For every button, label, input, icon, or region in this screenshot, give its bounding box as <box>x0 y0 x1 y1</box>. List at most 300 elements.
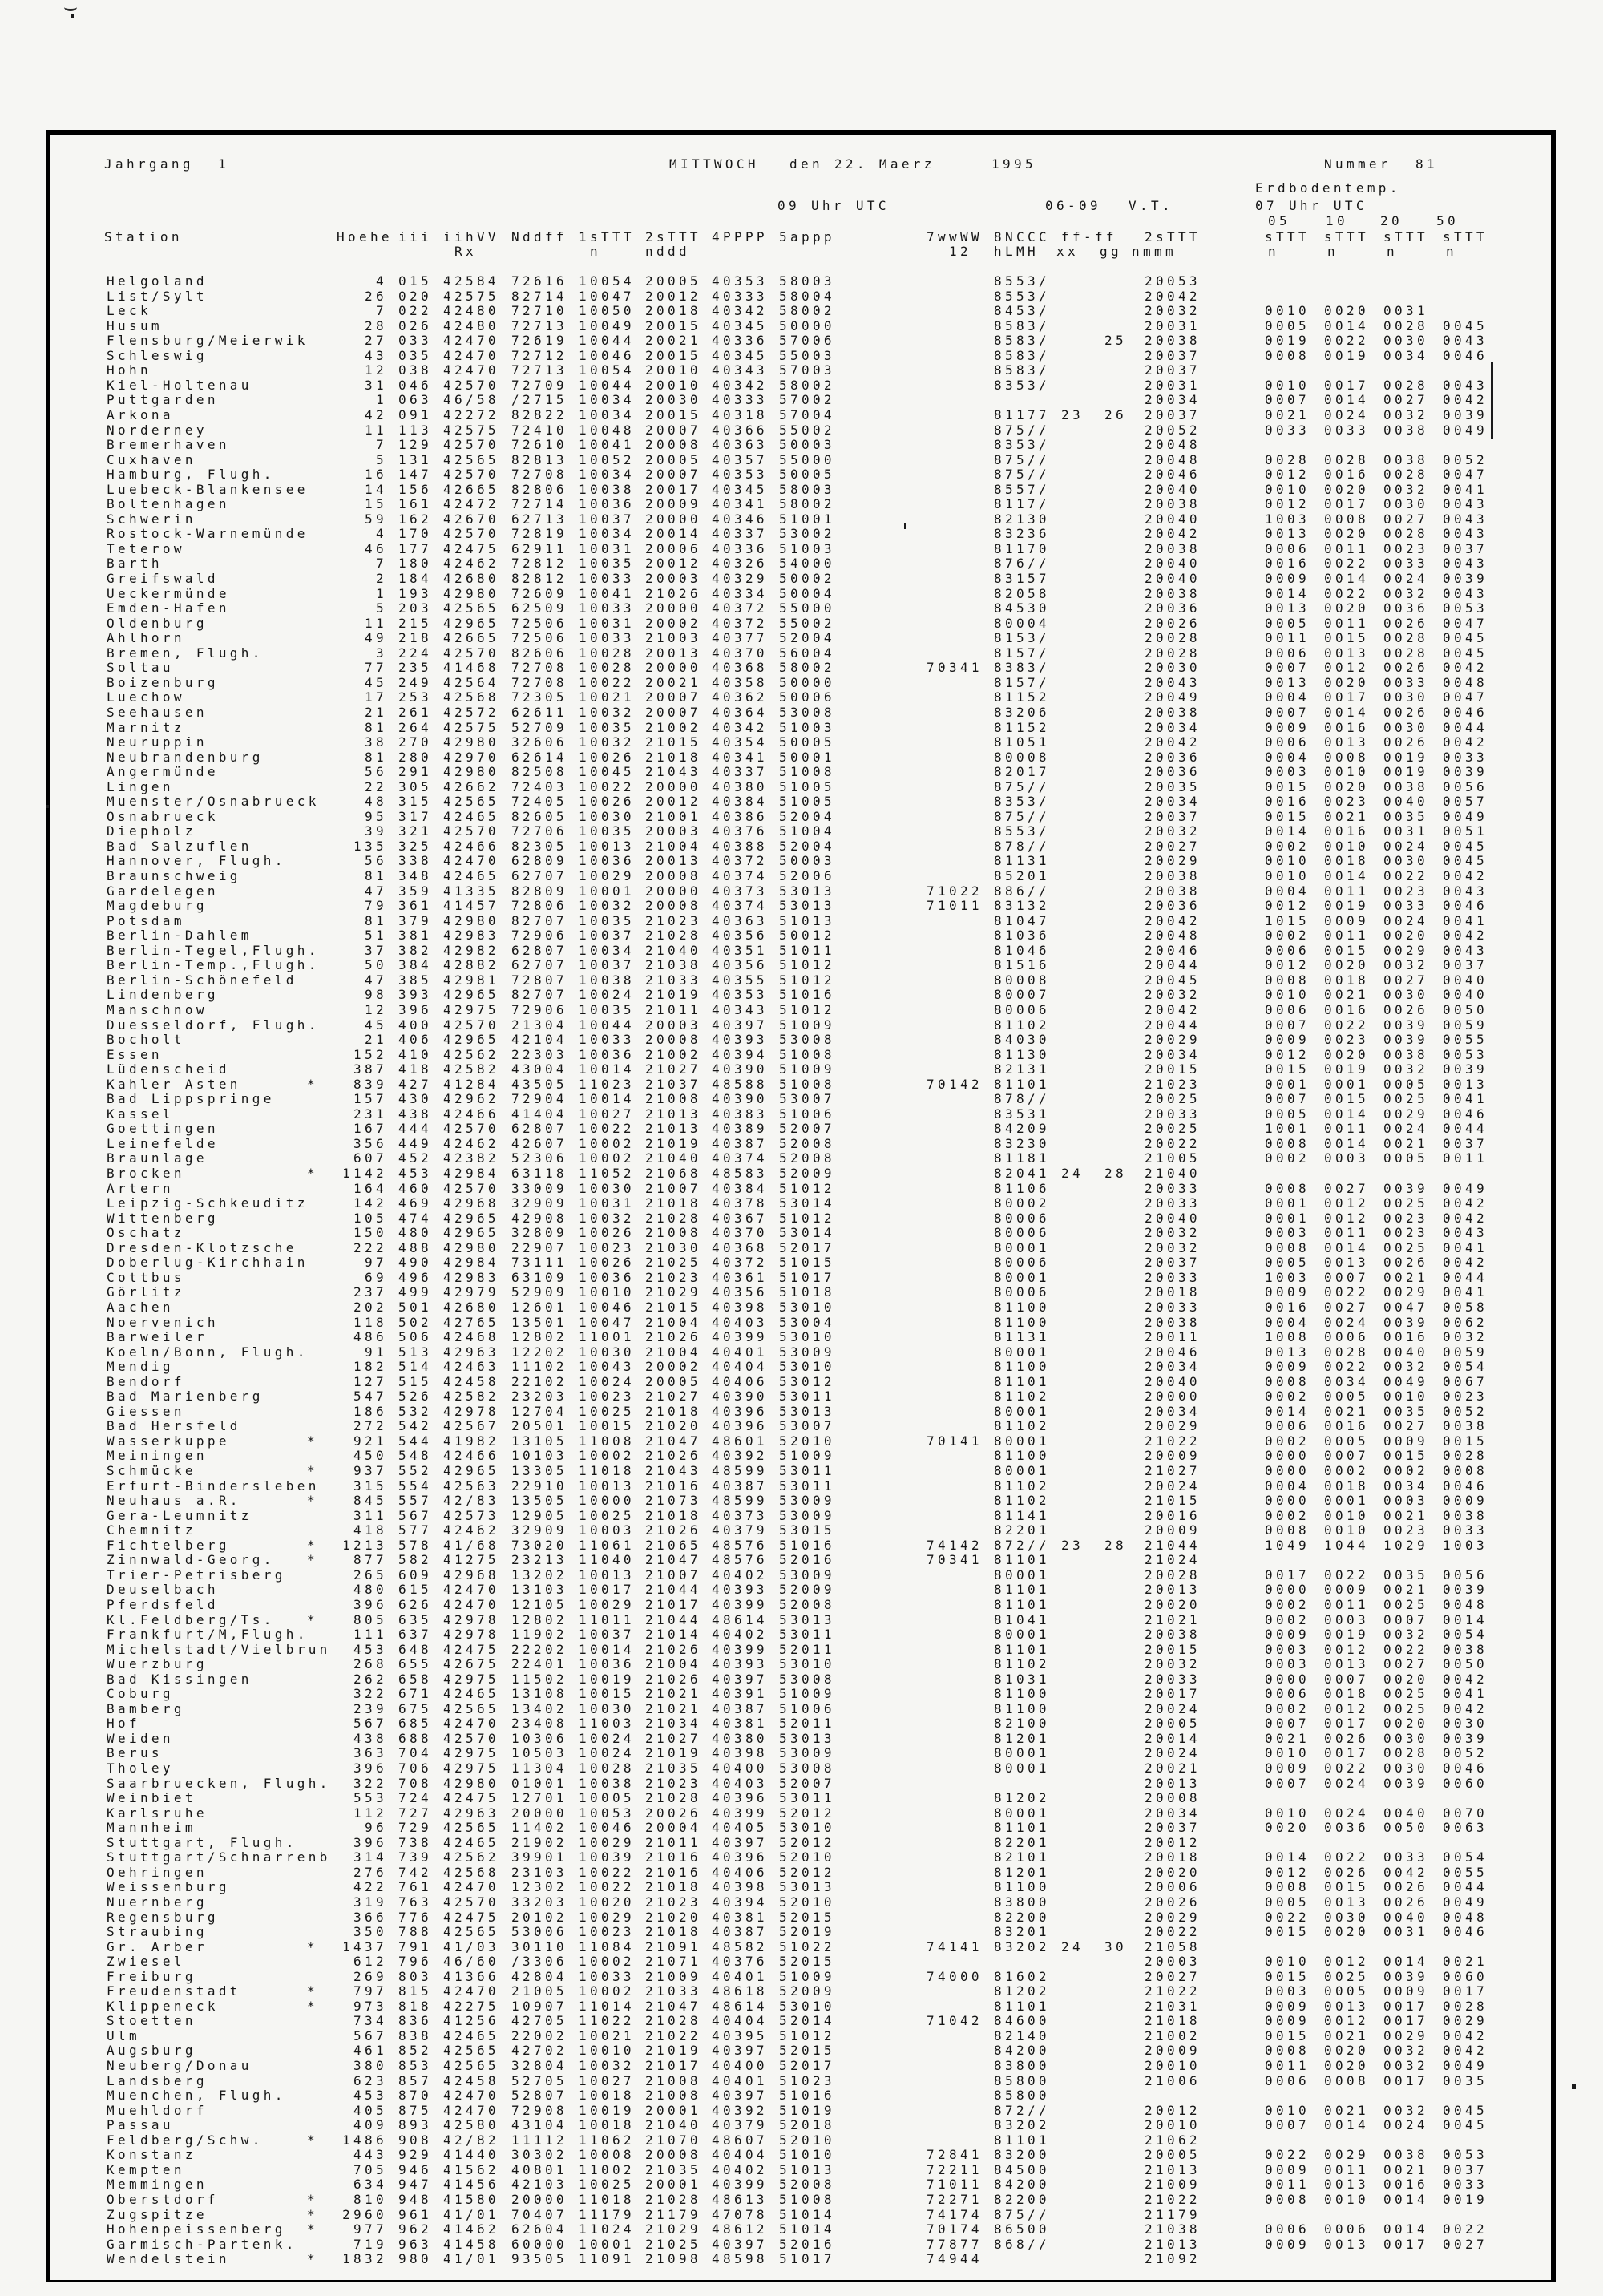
cell-t1: 11084 <box>579 1938 635 1954</box>
cell-s05: 0021 <box>1265 1730 1310 1746</box>
cell-s05: 0010 <box>1265 303 1310 319</box>
cell-nddff: 72616 <box>511 273 567 289</box>
cell-nddff: 11304 <box>511 1760 567 1776</box>
cell-a5: 54000 <box>779 556 835 572</box>
cell-a5: 51014 <box>779 2221 835 2237</box>
cell-a5: 52010 <box>779 1849 835 1866</box>
cell-g2: 20036 <box>1145 898 1201 914</box>
cell-iihvv: 42965 <box>443 1210 499 1226</box>
cell-hoehe: 1 <box>376 392 387 408</box>
col-7wwww: 7wwWW <box>927 229 983 245</box>
cell-s50: 0041 <box>1443 481 1488 497</box>
cell-s50: 0050 <box>1443 1001 1488 1017</box>
cell-n8: 83800 <box>994 1894 1050 1910</box>
cell-s20: 0025 <box>1383 1596 1428 1612</box>
cell-a5: 55003 <box>779 347 835 363</box>
cell-iihvv: 42462 <box>443 1522 499 1538</box>
cell-station: Klippeneck <box>107 1998 219 2014</box>
cell-n8: 81102 <box>994 1418 1050 1434</box>
cell-a5: 53012 <box>779 1373 835 1389</box>
cell-nddff: 01001 <box>511 1775 567 1791</box>
cell-hoehe: 45 <box>365 1017 387 1033</box>
cell-t1: 10001 <box>579 883 635 899</box>
cell-g2: 20025 <box>1145 1121 1201 1137</box>
cell-a5: 52006 <box>779 868 835 883</box>
cell-hoehe: 39 <box>365 823 387 839</box>
cell-t1: 10036 <box>579 853 635 869</box>
cell-n8: 81041 <box>994 1611 1050 1627</box>
cell-s10: 0020 <box>1324 2058 1369 2073</box>
cell-s05: 0006 <box>1265 540 1310 556</box>
table-row <box>0 452 1603 467</box>
cell-s50: 0054 <box>1443 1849 1488 1866</box>
cell-s50: 0015 <box>1443 1433 1488 1449</box>
cell-hoehe: 56 <box>365 764 387 780</box>
cell-nddff: 22303 <box>511 1046 567 1062</box>
cell-w7: 71022 <box>927 883 983 899</box>
cell-nddff: 82508 <box>511 764 567 780</box>
cell-s05: 0000 <box>1265 1493 1310 1509</box>
cell-station: Berlin-Dahlem <box>107 928 252 944</box>
cell-t1: 10037 <box>579 957 635 973</box>
cell-iii: 379 <box>398 912 432 928</box>
cell-p4: 40326 <box>712 556 768 572</box>
cell-t2: 20012 <box>645 288 701 304</box>
table-row <box>0 1879 1603 1894</box>
cell-s20: 0021 <box>1383 1582 1428 1598</box>
cell-s20: 0032 <box>1383 957 1428 973</box>
cell-s10: 0015 <box>1324 1879 1369 1895</box>
cell-nddff: 52705 <box>511 2072 567 2088</box>
cell-n8: 80001 <box>994 1463 1050 1478</box>
cell-g2: 20026 <box>1145 615 1201 631</box>
cell-g2: 20032 <box>1145 1656 1201 1672</box>
cell-t1: 10054 <box>579 273 635 289</box>
cell-n8: 80001 <box>994 1239 1050 1255</box>
cell-iii: 688 <box>398 1730 432 1746</box>
cell-s20: 0025 <box>1383 1091 1428 1107</box>
cell-s05: 0004 <box>1265 1314 1310 1330</box>
cell-n8: 81100 <box>994 1359 1050 1375</box>
cell-a5: 51009 <box>779 1017 835 1033</box>
cell-t2: 21028 <box>645 2191 701 2207</box>
cell-hoehe: 47 <box>365 883 387 899</box>
cell-s20: 0009 <box>1383 1433 1428 1449</box>
cell-hoehe: 22 <box>365 778 387 794</box>
cell-iihvv: 41457 <box>443 898 499 914</box>
cell-iihvv: 41335 <box>443 883 499 899</box>
cell-iihvv: 42565 <box>443 2043 499 2059</box>
cell-t1: 11003 <box>579 1716 635 1732</box>
cell-hoehe: 167 <box>353 1121 387 1137</box>
cell-iii: 249 <box>398 674 432 690</box>
cell-g2: 20040 <box>1145 481 1201 497</box>
cell-t2: 21044 <box>645 1611 701 1627</box>
cell-a5: 53010 <box>779 1820 835 1836</box>
cell-s20: 0040 <box>1383 1805 1428 1821</box>
cell-ffxx: 24 <box>1061 1938 1084 1954</box>
cell-g2: 20022 <box>1145 1135 1201 1151</box>
cell-a5: 52012 <box>779 1864 835 1880</box>
cell-star: * <box>307 1493 318 1509</box>
cell-n8: 81102 <box>994 1477 1050 1494</box>
cell-n8: 82058 <box>994 585 1050 601</box>
sub-gg: gg <box>1100 244 1122 259</box>
cell-n8: 83531 <box>994 1106 1050 1122</box>
cell-iihvv: 42978 <box>443 1611 499 1627</box>
cell-station: Berlin-Schönefeld <box>107 972 297 988</box>
cell-station: Zugspitze <box>107 2206 208 2222</box>
cell-s10: 0012 <box>1324 660 1369 676</box>
cell-s50: 0045 <box>1443 838 1488 854</box>
cell-hoehe: 396 <box>353 1596 387 1612</box>
cell-nddff: 11502 <box>511 1671 567 1687</box>
cell-n8: 83230 <box>994 1135 1050 1151</box>
cell-nddff: 72906 <box>511 1001 567 1017</box>
cell-t2: 20014 <box>645 526 701 542</box>
cell-p4: 48601 <box>712 1433 768 1449</box>
cell-s20: 0039 <box>1383 1032 1428 1048</box>
cell-station: Bad Hersfeld <box>107 1418 241 1434</box>
cell-a5: 52018 <box>779 2117 835 2133</box>
cell-n8: 878// <box>994 1091 1050 1107</box>
cell-n8: 878// <box>994 838 1050 854</box>
cell-s50: 0023 <box>1443 1389 1488 1405</box>
cell-iii: 215 <box>398 615 432 631</box>
cell-t2: 21014 <box>645 1627 701 1643</box>
cell-p4: 40403 <box>712 1775 768 1791</box>
cell-iii: 361 <box>398 898 432 914</box>
cell-p4: 40337 <box>712 526 768 542</box>
cell-iihvv: 42962 <box>443 1091 499 1107</box>
cell-s50: 0014 <box>1443 1611 1488 1627</box>
cell-t2: 21004 <box>645 1314 701 1330</box>
cell-g2: 20006 <box>1145 1879 1201 1895</box>
cell-s05: 0013 <box>1265 526 1310 542</box>
cell-iii: 763 <box>398 1894 432 1910</box>
cell-p4: 40401 <box>712 1968 768 1984</box>
cell-p4: 40343 <box>712 362 768 378</box>
cell-p4: 40355 <box>712 972 768 988</box>
cell-iihvv: 41468 <box>443 660 499 676</box>
cell-s50: 0040 <box>1443 972 1488 988</box>
cell-t2: 20030 <box>645 392 701 408</box>
cell-a5: 57003 <box>779 362 835 378</box>
cell-hoehe: 50 <box>365 957 387 973</box>
table-row <box>0 823 1603 839</box>
cell-s50: 0041 <box>1443 912 1488 928</box>
cell-p4: 40384 <box>712 1180 768 1196</box>
cell-g2: 20029 <box>1145 1032 1201 1048</box>
cell-iihvv: 42462 <box>443 556 499 572</box>
cell-g2: 20017 <box>1145 1686 1201 1702</box>
cell-g2: 20038 <box>1145 333 1201 349</box>
cell-s05: 0015 <box>1265 1924 1310 1940</box>
cell-t2: 21019 <box>645 1745 701 1761</box>
cell-g2: 20053 <box>1145 273 1201 289</box>
cell-a5: 55002 <box>779 615 835 631</box>
cell-s05: 0000 <box>1265 1448 1310 1464</box>
cell-t1: 10018 <box>579 2117 635 2133</box>
cell-nddff: 32909 <box>511 1195 567 1211</box>
cell-n8: 84500 <box>994 2161 1050 2177</box>
cell-nddff: 72610 <box>511 437 567 453</box>
table-row <box>0 1627 1603 1642</box>
cell-s20: 0021 <box>1383 1135 1428 1151</box>
cell-iii: 193 <box>398 585 432 601</box>
cell-station: Oldenburg <box>107 615 208 631</box>
cell-n8: 8117/ <box>994 496 1050 512</box>
cell-nddff: 22401 <box>511 1656 567 1672</box>
cell-hoehe: 231 <box>353 1106 387 1122</box>
cell-iii: 291 <box>398 764 432 780</box>
table-row <box>0 2117 1603 2132</box>
cell-n8: 81031 <box>994 1671 1050 1687</box>
cell-p4: 40392 <box>712 1448 768 1464</box>
table-row <box>0 1999 1603 2014</box>
cell-s05: 0015 <box>1265 808 1310 824</box>
cell-hoehe: 1437 <box>342 1938 387 1954</box>
cell-g2: 20009 <box>1145 1522 1201 1538</box>
cell-s50: 0041 <box>1443 1091 1488 1107</box>
cell-nddff: 72807 <box>511 972 567 988</box>
cell-t1: 10030 <box>579 1180 635 1196</box>
cell-nddff: 82812 <box>511 571 567 586</box>
cell-t1: 10030 <box>579 1700 635 1716</box>
cell-a5: 50003 <box>779 853 835 869</box>
cell-iii: 359 <box>398 883 432 899</box>
cell-s05: 0010 <box>1265 987 1310 1003</box>
cell-s10: 0022 <box>1324 1849 1369 1866</box>
cell-t2: 20005 <box>645 273 701 289</box>
cell-s10: 0014 <box>1324 571 1369 586</box>
cell-s10: 0028 <box>1324 1344 1369 1360</box>
cell-nddff: 32804 <box>511 2058 567 2073</box>
table-row <box>0 2207 1603 2222</box>
table-row <box>0 1359 1603 1374</box>
cell-a5: 53008 <box>779 1671 835 1687</box>
cell-star: * <box>307 2206 318 2222</box>
cell-p4: 40372 <box>712 615 768 631</box>
cell-s50: 0067 <box>1443 1373 1488 1389</box>
table-row <box>0 2103 1603 2118</box>
cell-t1: 10032 <box>579 1210 635 1226</box>
cell-s05: 0008 <box>1265 1180 1310 1196</box>
cell-iihvv: 41284 <box>443 1076 499 1092</box>
cell-iihvv: 42983 <box>443 1269 499 1285</box>
cell-s05: 0003 <box>1265 764 1310 780</box>
cell-s50: 0017 <box>1443 1983 1488 1999</box>
cell-s10: 0008 <box>1324 749 1369 765</box>
cell-station: Seehausen <box>107 704 208 720</box>
cell-n8: 85800 <box>994 2088 1050 2104</box>
cell-a5: 53008 <box>779 704 835 720</box>
cell-s50: 0021 <box>1443 1954 1488 1970</box>
cell-s10: 0016 <box>1324 1001 1369 1017</box>
cell-nddff: 12302 <box>511 1879 567 1895</box>
table-row <box>0 1716 1603 1731</box>
cell-n8: 8583/ <box>994 317 1050 333</box>
cell-station: Coburg <box>107 1686 174 1702</box>
cell-iii: 280 <box>398 749 432 765</box>
table-row <box>0 1433 1603 1449</box>
cell-t1: 10008 <box>579 2147 635 2163</box>
cell-iihvv: 42564 <box>443 674 499 690</box>
cell-s20: 0022 <box>1383 868 1428 883</box>
cell-iii: 270 <box>398 734 432 750</box>
cell-p4: 40379 <box>712 2117 768 2133</box>
cell-iihvv: 42963 <box>443 1805 499 1821</box>
cell-hoehe: 418 <box>353 1522 387 1538</box>
cell-s05: 0009 <box>1265 1998 1310 2014</box>
cell-hoehe: 21 <box>365 704 387 720</box>
cell-a5: 58003 <box>779 273 835 289</box>
cell-s20: 0025 <box>1383 1239 1428 1255</box>
cell-p4: 40376 <box>712 823 768 839</box>
cell-s50: 0054 <box>1443 1359 1488 1375</box>
cell-t1: 10027 <box>579 1106 635 1122</box>
cell-t2: 21028 <box>645 1790 701 1806</box>
cell-a5: 52010 <box>779 1894 835 1910</box>
cell-s10: 0005 <box>1324 1983 1369 1999</box>
cell-g2: 20015 <box>1145 1061 1201 1077</box>
cell-hoehe: 547 <box>353 1389 387 1405</box>
cell-g2: 20029 <box>1145 1418 1201 1434</box>
cell-a5: 51012 <box>779 2027 835 2043</box>
cell-s10: 0010 <box>1324 2191 1369 2207</box>
weekday: MITTWOCH <box>669 156 759 172</box>
cell-p4: 48576 <box>712 1537 768 1553</box>
cell-iihvv: 46/60 <box>443 1954 499 1970</box>
cell-n8: 80001 <box>994 1760 1050 1776</box>
cell-n8: 86500 <box>994 2221 1050 2237</box>
cell-s05: 0006 <box>1265 2072 1310 2088</box>
issue-label: Nummer <box>1324 156 1391 172</box>
cell-s20: 0040 <box>1383 794 1428 810</box>
cell-s10: 0023 <box>1324 794 1369 810</box>
cell-s05: 0010 <box>1265 1805 1310 1821</box>
cell-s05: 0003 <box>1265 1225 1310 1241</box>
cell-a5: 52004 <box>779 838 835 854</box>
cell-a5: 51004 <box>779 823 835 839</box>
cell-p4: 40373 <box>712 883 768 899</box>
table-row <box>0 600 1603 616</box>
cell-nddff: 73020 <box>511 1537 567 1553</box>
cell-s05: 0005 <box>1265 317 1310 333</box>
cell-ffxx: 23 <box>1061 406 1084 422</box>
cell-t1: 10034 <box>579 526 635 542</box>
cell-s20: 0028 <box>1383 526 1428 542</box>
cell-s50: 0046 <box>1443 704 1488 720</box>
cell-n8: 80001 <box>994 1627 1050 1643</box>
cell-t1: 10010 <box>579 1284 635 1300</box>
cell-n8: 81101 <box>994 1596 1050 1612</box>
cell-a5: 58004 <box>779 288 835 304</box>
cell-s10: 0014 <box>1324 317 1369 333</box>
cell-iii: 708 <box>398 1775 432 1791</box>
cell-p4: 40343 <box>712 1001 768 1017</box>
soil-obs-time: 07 Uhr UTC <box>1255 198 1367 213</box>
cell-s10: 0011 <box>1324 615 1369 631</box>
cell-s10: 0008 <box>1324 2072 1369 2088</box>
cell-hoehe: 28 <box>365 317 387 333</box>
cell-p4: 40397 <box>712 1017 768 1033</box>
cell-t2: 20006 <box>645 540 701 556</box>
cell-station: Kassel <box>107 1106 174 1122</box>
cell-hoehe: 363 <box>353 1745 387 1761</box>
cell-iii: 156 <box>398 481 432 497</box>
cell-a5: 58003 <box>779 481 835 497</box>
cell-s50: 0033 <box>1443 1522 1488 1538</box>
cell-p4: 40394 <box>712 1046 768 1062</box>
cell-s10: 0033 <box>1324 422 1369 438</box>
table-row <box>0 1538 1603 1553</box>
cell-t1: 10019 <box>579 1671 635 1687</box>
cell-s10: 0020 <box>1324 957 1369 973</box>
cell-t1: 10032 <box>579 898 635 914</box>
cell-iii: 567 <box>398 1507 432 1523</box>
cell-t2: 21027 <box>645 1061 701 1077</box>
cell-iihvv: 42968 <box>443 1195 499 1211</box>
cell-iii: 035 <box>398 347 432 363</box>
cell-s05: 0006 <box>1265 942 1310 958</box>
cell-s10: 0018 <box>1324 972 1369 988</box>
cell-nddff: 43104 <box>511 2117 567 2133</box>
cell-s05: 0004 <box>1265 689 1310 705</box>
table-row <box>0 437 1603 452</box>
cell-station: Stuttgart, Flugh. <box>107 1834 297 1850</box>
cell-s10: 0015 <box>1324 942 1369 958</box>
cell-station: Teterow <box>107 540 185 556</box>
cell-hoehe: 96 <box>365 1820 387 1836</box>
cell-p4: 40346 <box>712 511 768 527</box>
cell-t1: 10024 <box>579 1730 635 1746</box>
table-row <box>0 957 1603 972</box>
cell-station: Deuselbach <box>107 1582 219 1598</box>
cell-n8: 875// <box>994 778 1050 794</box>
cell-s20: 0033 <box>1383 898 1428 914</box>
cell-t2: 21073 <box>645 1493 701 1509</box>
cell-nddff: 62713 <box>511 511 567 527</box>
cell-s50: 0043 <box>1443 496 1488 512</box>
cell-a5: 53014 <box>779 1195 835 1211</box>
cell-nddff: /2715 <box>511 392 567 408</box>
cell-s05: 0000 <box>1265 1582 1310 1598</box>
cell-n8: 84600 <box>994 2013 1050 2029</box>
cell-iihvv: 42470 <box>443 2102 499 2118</box>
cell-g2: 20022 <box>1145 1924 1201 1940</box>
cell-nddff: 62614 <box>511 749 567 765</box>
sub-n-50: n <box>1446 244 1457 259</box>
cell-iii: 474 <box>398 1210 432 1226</box>
cell-iii: 261 <box>398 704 432 720</box>
cell-p4: 40399 <box>712 1329 768 1345</box>
cell-station: Oschatz <box>107 1225 185 1241</box>
cell-t2: 21008 <box>645 1091 701 1107</box>
cell-iii: 382 <box>398 942 432 958</box>
cell-a5: 55002 <box>779 422 835 438</box>
cell-hoehe: 486 <box>353 1329 387 1345</box>
cell-t2: 21029 <box>645 1284 701 1300</box>
cell-p4: 40342 <box>712 377 768 393</box>
cell-n8: 81101 <box>994 2132 1050 2148</box>
cell-hoehe: 5 <box>376 451 387 467</box>
cell-hoehe: 396 <box>353 1760 387 1776</box>
cell-iihvv: 42675 <box>443 1656 499 1672</box>
cell-n8: 80006 <box>994 1255 1050 1271</box>
cell-station: Mannheim <box>107 1820 196 1836</box>
cell-star: * <box>307 2221 318 2237</box>
